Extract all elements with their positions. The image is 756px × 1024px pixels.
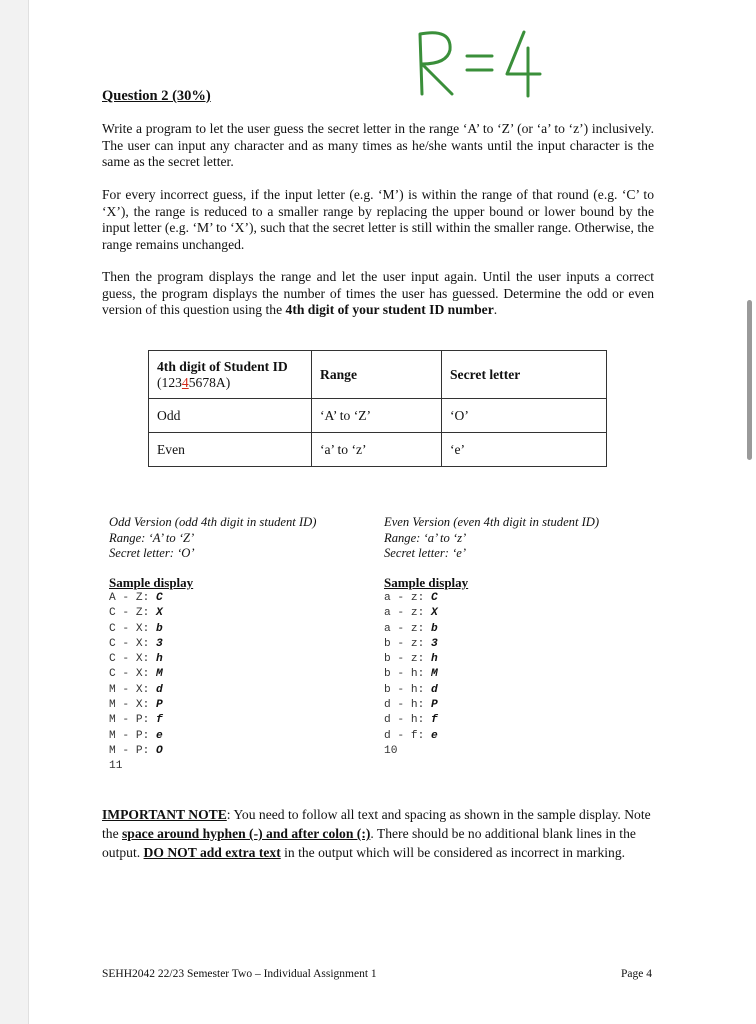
cell-secret: ‘e’ — [442, 433, 607, 467]
sample-line: b - z: 3 — [384, 637, 438, 650]
version-table — [148, 350, 607, 467]
question-title: Question 2 (30%) — [102, 88, 211, 104]
cell-digit: Even — [149, 433, 312, 467]
sample-guess-count: 10 — [384, 744, 398, 757]
even-sample-heading: Sample display — [384, 575, 469, 590]
sample-line: d - f: e — [384, 729, 438, 742]
sample-line: b - z: h — [384, 653, 438, 666]
table-header-row — [149, 351, 607, 399]
sample-line: M - X: P — [109, 699, 163, 712]
odd-version-description: Odd Version (odd 4th digit in student ID) Range: ‘A’ to ‘Z’ Secret letter: ‘O’ — [109, 515, 317, 560]
sample-line: M - P: O — [109, 744, 163, 757]
sample-line: A - Z: C — [109, 592, 163, 604]
even-sample-output — [384, 591, 438, 759]
cell-range: ‘a’ to ‘z’ — [312, 433, 442, 467]
sample-guess-count: 11 — [109, 760, 123, 773]
sample-line: C - X: 3 — [109, 637, 163, 650]
sample-line: d - h: f — [384, 714, 438, 727]
sample-line: b - h: d — [384, 683, 438, 696]
cell-digit: Odd — [149, 399, 312, 433]
sample-line: C - X: b — [109, 622, 163, 635]
sample-line: C - X: h — [109, 653, 163, 666]
odd-sample-output — [109, 591, 163, 775]
footer-page-number: Page 4 — [621, 968, 652, 980]
vertical-scrollbar[interactable] — [747, 300, 752, 460]
sample-line: a - z: X — [384, 607, 438, 620]
even-version-description: Even Version (even 4th digit in student ID) Range: ‘a’ to ‘z’ Secret letter: ‘e’ — [384, 515, 600, 560]
sample-line: a - z: C — [384, 592, 438, 604]
cell-secret: ‘O’ — [442, 399, 607, 433]
footer-course: SEHH2042 22/23 Semester Two – Individual Assignment 1 — [102, 968, 377, 980]
header-student-id: 4th digit of Student ID (12345678A) — [149, 351, 312, 399]
sample-line: d - h: P — [384, 699, 438, 712]
paragraph-rules: For every incorrect guess, if the input letter (e.g. ‘M’) is within the range of that round (e.g. ‘C’ to ‘X’), the range is reduced to a smaller range by replacing the upper bound or lower bound by the input letter (e.g. ‘M’ to ‘X’), such that the secret letter is still within the smaller range. Otherwise, the range remains unchanged. — [102, 187, 654, 252]
odd-sample-heading: Sample display — [109, 575, 194, 590]
paragraph-intro: Write a program to let the user guess the secret letter in the range ‘A’ to ‘Z’ (or ‘a’ to ‘z’) inclusively. The user can input any character and as many times as he/she wants until the input character is the same as the secret letter. — [102, 121, 654, 169]
table-row — [149, 433, 607, 467]
header-range: Range — [312, 351, 442, 399]
cell-range: ‘A’ to ‘Z’ — [312, 399, 442, 433]
sample-line: M - P: f — [109, 714, 163, 727]
sample-line: M - P: e — [109, 729, 163, 742]
sample-line: M - X: d — [109, 683, 163, 696]
important-note: IMPORTANT NOTE: You need to follow all text and spacing as shown in the sample display. Note the space around hyphen (-) and after colon (:). There should be no additional blank lines in the output. DO NOT add extra text in the output which will be considered as incorrect in marking. — [102, 807, 651, 860]
viewer-margin — [0, 0, 29, 1024]
sample-line: C - X: M — [109, 668, 163, 681]
paragraph-version: Then the program displays the range and let the user input again. Until the user inputs a correct guess, the program displays the number of times the user has guessed. Determine the odd or even version of this question using the 4th digit of your student ID number. — [102, 269, 654, 317]
table-row — [149, 399, 607, 433]
sample-line: b - h: M — [384, 668, 438, 681]
header-secret-letter: Secret letter — [442, 351, 607, 399]
sample-line: a - z: b — [384, 622, 438, 635]
sample-line: C - Z: X — [109, 607, 163, 620]
handwritten-annotation — [412, 24, 552, 104]
